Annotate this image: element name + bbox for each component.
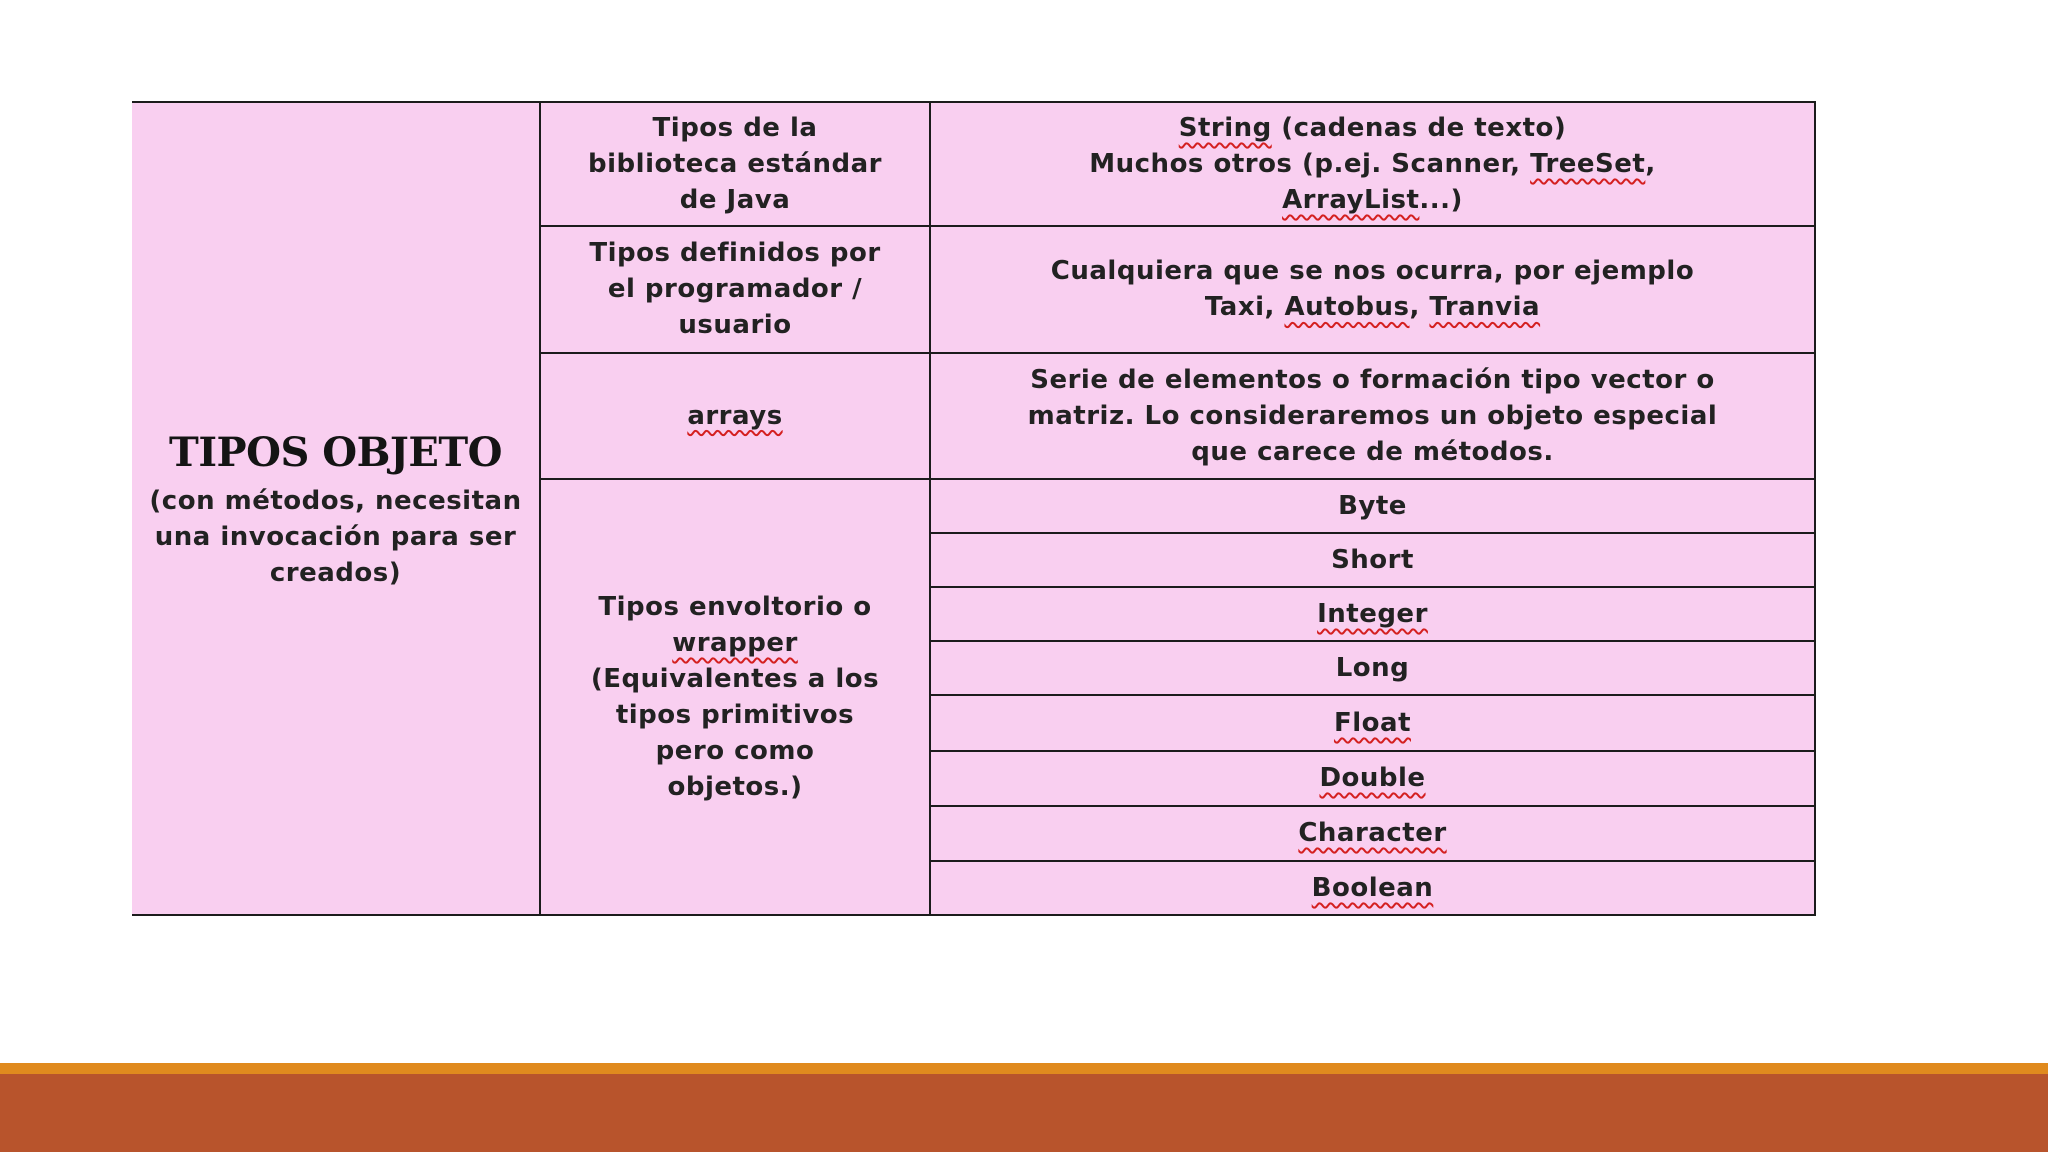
category-text: wrapper [672, 627, 798, 658]
detail-text: , [1645, 149, 1656, 180]
wrapper-type-name: Byte [1338, 490, 1407, 521]
detail-line: que carece de métodos. [1191, 436, 1554, 467]
wrapper-type-name: Integer [1317, 599, 1428, 630]
detail-line [943, 110, 1802, 146]
detail-text: Tranvia [1429, 292, 1541, 323]
detail-text: TreeSet [1530, 149, 1646, 180]
category-line: Tipos definidos por [589, 238, 881, 269]
category-line: objetos.) [667, 771, 803, 802]
category-line: usuario [678, 310, 792, 341]
category-line: de Java [679, 185, 791, 216]
wrapper-type-cell [930, 641, 1815, 695]
category-cell [540, 226, 930, 352]
category-line: tipos primitivos [615, 699, 855, 730]
detail-text: Taxi, [1204, 292, 1285, 323]
detail-cell [930, 353, 1815, 479]
detail-text: ...) [1419, 185, 1463, 216]
wrapper-type-cell [930, 751, 1815, 806]
category-line: Tipos de la [652, 113, 818, 144]
wrapper-type-name: Short [1331, 545, 1414, 576]
table-row [132, 102, 1815, 226]
detail-line [943, 182, 1802, 218]
wrapper-type-cell [930, 806, 1815, 861]
object-types-table [132, 101, 1816, 916]
category-line: Tipos envoltorio o [598, 591, 872, 622]
category-line: el programador / [607, 274, 863, 305]
category-line: pero como [655, 735, 815, 766]
detail-line: matriz. Lo consideraremos un objeto especial [1027, 400, 1718, 431]
detail-text: Autobus [1284, 292, 1410, 323]
detail-text: (cadenas de texto) [1271, 113, 1567, 144]
detail-cell [930, 226, 1815, 352]
detail-text: Cualquiera que se nos ocurra, por ejemplo [1050, 256, 1695, 287]
wrapper-type-cell [930, 587, 1815, 641]
detail-line [943, 253, 1802, 289]
wrapper-type-cell [930, 695, 1815, 750]
wrapper-type-name: Float [1333, 707, 1411, 738]
detail-line [943, 146, 1802, 182]
category-line: (Equivalentes a los [590, 663, 880, 694]
wrapper-type-cell [930, 861, 1815, 915]
footer-band [0, 1074, 2048, 1152]
object-types-cell [132, 102, 540, 915]
object-types-title: TIPOS OBJETO [169, 428, 502, 476]
object-types-description: (con métodos, necesitan una invocación para ser creados) [149, 485, 522, 588]
detail-text: , [1409, 292, 1430, 323]
wrapper-type-cell [930, 479, 1815, 533]
wrapper-type-name: Character [1298, 818, 1447, 849]
detail-text: ArrayList [1282, 185, 1420, 216]
detail-cell [930, 102, 1815, 226]
category-cell [540, 353, 930, 479]
category-line [553, 625, 917, 661]
detail-line: Serie de elementos o formación tipo vector o [1030, 364, 1715, 395]
detail-text: Muchos otros (p.ej. Scanner, [1089, 149, 1531, 180]
detail-line [943, 289, 1802, 325]
footer-accent-stripe [0, 1063, 2048, 1074]
category-cell [540, 102, 930, 226]
detail-text: String [1178, 113, 1272, 144]
wrapper-type-name: Boolean [1311, 872, 1434, 903]
wrapper-type-name: Long [1335, 653, 1410, 684]
category-line: biblioteca estándar [588, 149, 882, 180]
wrapper-type-name: Double [1319, 763, 1426, 794]
wrapper-type-cell [930, 533, 1815, 587]
category-line: arrays [687, 400, 783, 431]
category-cell [540, 479, 930, 915]
